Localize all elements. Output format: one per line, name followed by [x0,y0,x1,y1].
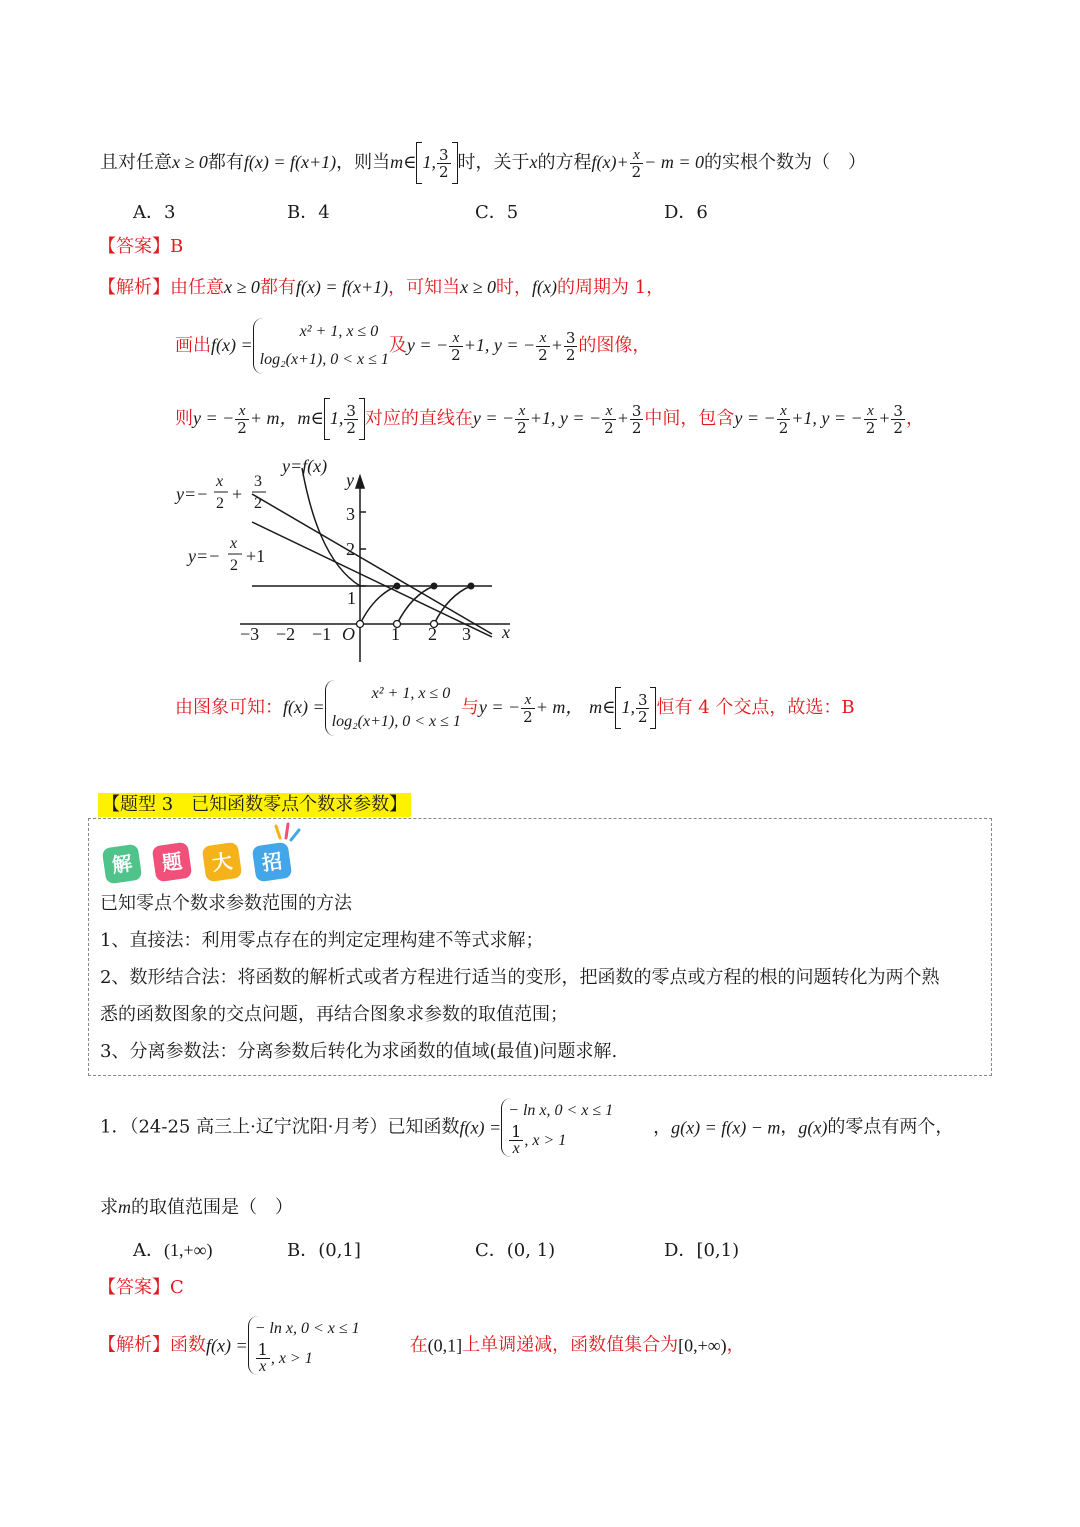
y-axis-arrow [356,476,364,488]
option-a: A．3 [133,202,176,223]
answer-line [98,236,183,258]
piecewise: x² + 1, x ≤ 0 log₂(x+1), 0 < x ≤ 1 [325,680,461,736]
stem-text: 的方程 [537,152,592,173]
fraction: $\frac{3}{2}$ [438,145,449,181]
logo-tile: 解 [102,844,143,885]
analysis-line-2: 画出f(x) = x² + 1, x ≤ 0 log₂(x+1), 0 < x ≤ 1 及y = − $\frac{x}{2}$ +1, y = − $\frac{x}{2}$ + $\frac{3}{2}$ 的图像， [175,318,650,374]
stem-math: f(x) = f(x+1) [243,152,337,172]
svg-text:x: x [216,473,224,490]
graph-label-fx: y=f(x) [282,456,328,476]
svg-text:2: 2 [254,495,262,512]
section-badge: 【题型 3 已知函数零点个数求参数】 [98,793,411,817]
q1-option-b: B．(0,1] [287,1240,361,1261]
ytick: 2 [346,539,355,559]
logo-tile: 大 [202,842,243,883]
method-line: 1、直接法：利用零点存在的判定定理构建不等式求解； [100,930,544,951]
q1-option-a: A．(1,+∞) [133,1240,213,1261]
xtick: 1 [391,624,400,644]
graph-label-origin: O [342,624,355,644]
q1-analysis-line: 【解析】函数f(x) = − ln x, 0 < x ≤ 1 $\frac{1}{x}$ , x > 1 在(0,1]上单调递减，函数值集合为[0,+∞)， [98,1316,745,1375]
method-line: 2、数形结合法：将函数的解析式或者方程进行适当的变形，把函数的零点或方程的根的问题转化为两个熟 [100,967,940,988]
filled-point [431,583,438,590]
svg-text:x: x [230,535,238,552]
graph-label-y: y [346,470,354,490]
log-branch-2 [397,586,434,624]
piecewise: x² + 1, x ≤ 0 log₂(x+1), 0 < x ≤ 1 [253,318,389,374]
svg-text:2: 2 [216,495,224,512]
svg-text:+: + [232,484,243,504]
stem-math: m∈ [390,152,417,172]
xtick: −3 [240,624,260,644]
option-d: D．6 [664,202,708,223]
stem-text: 且对任意 [100,152,172,173]
q1-answer-line [98,1277,184,1299]
log-branch-1 [360,586,397,624]
stem-text: 的实根个数为（ ） [703,152,866,173]
filled-point [468,583,475,590]
method-line: 3、分离参数法：分离参数后转化为求函数的值域(最值)问题求解. [100,1041,618,1062]
svg-text:2: 2 [230,557,238,574]
logo-tile: 招 [252,842,293,883]
line-lower [252,522,492,637]
q1-option-c: C．(0, 1) [475,1240,556,1261]
method-title: 已知零点个数求参数范围的方法 [100,893,352,914]
stem-math: x ≥ 0 [172,152,208,172]
question-number: 1．（24-25 高三上·辽宁沈阳·月考）已知函数 [100,1116,460,1138]
piecewise: − ln x, 0 < x ≤ 1 $\frac{1}{x}$ , x > 1 [501,1098,613,1157]
analysis-label: 【解析】 [98,277,170,298]
stem-text: 都有 [207,152,244,173]
q1-option-d: D．[0,1) [664,1240,740,1261]
question-1-line-2: 求m的取值范围是（ ） [100,1197,293,1218]
stem-text: ，则当 [336,152,391,173]
analysis-line-4: 由图象可知：f(x) = x² + 1, x ≤ 0 log₂(x+1), 0 < x ≤ 1 与y = − $\frac{x}{2}$ + m， m∈ 1, $\frac{3}{2}$ 恒有 4 个交点，故选：B [175,680,855,736]
option-b: B．4 [287,202,330,223]
analysis-line-3: 则y = − $\frac{x}{2}$ + m，m∈ 1, $\frac{3}{2}$ 对应的直线在y = − $\frac{x}{2}$ +1, y = − $\frac{x}{2}$ + $\frac{3}{2}$ 中间，包含y = − $\frac{x}{2}$ +1, y = − $\frac{x}{2}$ + $\frac{3}{2}$ ， [175,398,924,440]
method-line: 悉的函数图象的交点问题，再结合图象求参数的取值范围； [100,1004,568,1025]
ytick: 1 [347,588,356,608]
xtick: 2 [428,624,437,644]
stem-math: x [529,152,538,172]
answer-value: B [170,236,184,257]
answer-label: 【答案】 [98,236,170,257]
stem-math: f(x)+ [591,152,629,172]
piecewise: − ln x, 0 < x ≤ 1 $\frac{1}{x}$ , x > 1 [248,1316,360,1375]
filled-point [394,583,401,590]
svg-text:3: 3 [254,473,262,490]
logo-tile: 题 [152,842,193,883]
ytick: 3 [346,504,355,524]
stem-math: − m = 0 [644,152,704,172]
answer-value: C [170,1277,184,1298]
analysis-line-1: 【解析】由任意x ≥ 0都有f(x) = f(x+1)，可知当x ≥ 0时，f(x)的周期为 1， [98,277,665,298]
function-graph [170,452,530,667]
line-label-upper: y=− [176,484,209,504]
fraction: $\frac{x}{2}$ [631,146,642,181]
answer-label: 【答案】 [98,1277,170,1298]
question-stem-line [100,142,866,184]
xtick: −1 [312,624,332,644]
svg-text:+1: +1 [246,546,266,566]
graph-label-x: x [502,622,510,642]
stem-text: 时，关于 [457,152,530,173]
open-point [357,621,364,628]
option-c: C．5 [475,202,519,223]
analysis-label: 【解析】 [98,1334,170,1356]
line-label-lower: y=− [188,546,221,566]
line-upper [252,494,492,634]
xtick: −2 [276,624,296,644]
question-1-line-1: 1．（24-25 高三上·辽宁沈阳·月考）已知函数f(x) = − ln x, 0 < x ≤ 1 $\frac{1}{x}$ , x > 1 ，g(x) = f(x) − m，g(x)的零点有两个， [100,1098,953,1157]
xtick: 3 [462,624,471,644]
sparkle-icon [272,820,302,844]
stem-math: 1, [422,152,436,172]
